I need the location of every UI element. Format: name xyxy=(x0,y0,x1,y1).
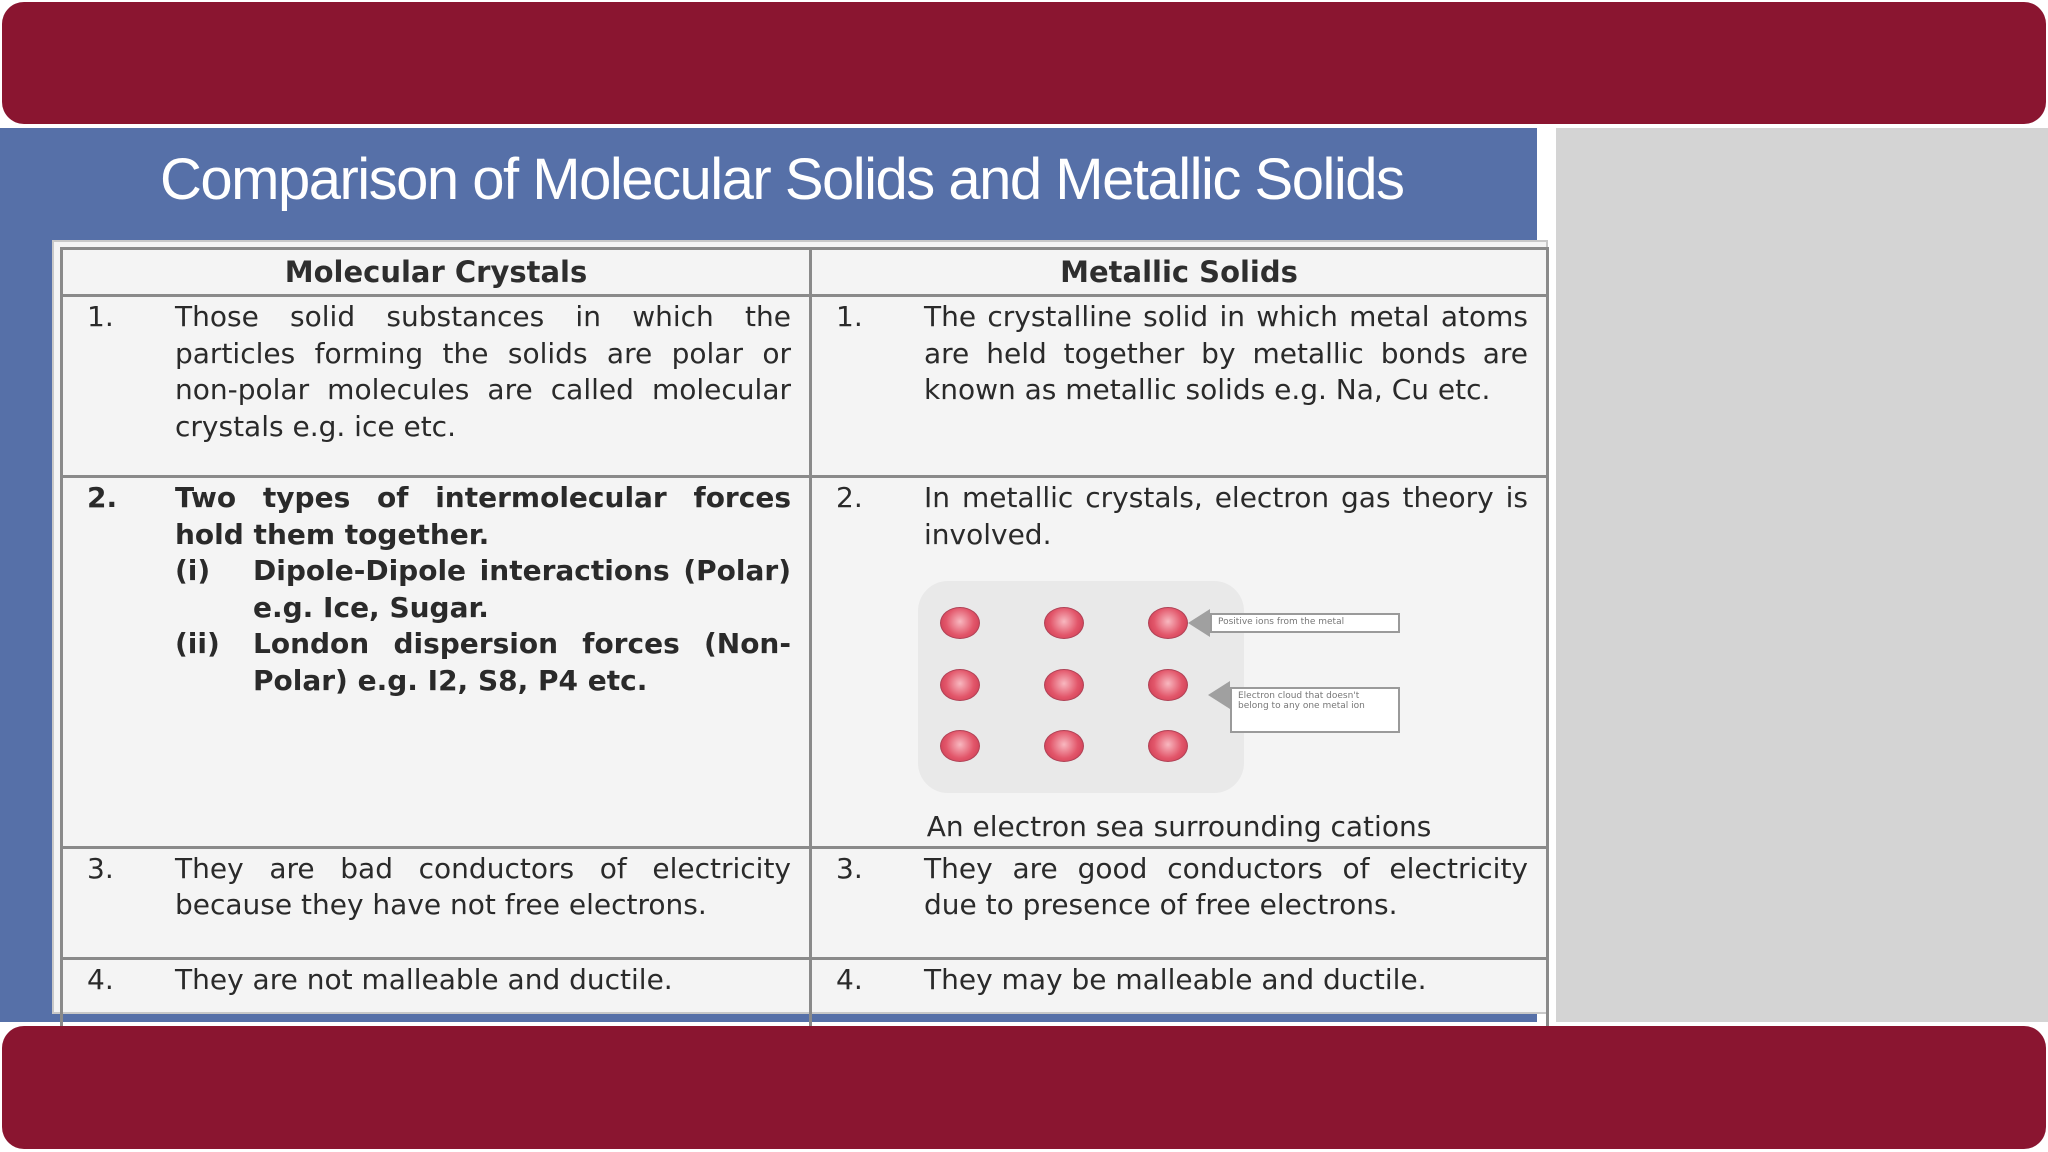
table-row xyxy=(62,847,1548,958)
table-header-row xyxy=(62,249,1548,296)
cation-icon xyxy=(1044,607,1084,639)
row-number: 2. xyxy=(836,481,863,514)
cation-icon xyxy=(1148,730,1188,762)
cation-icon xyxy=(940,669,980,701)
row-number: 1. xyxy=(87,300,114,333)
sub-item xyxy=(175,626,791,699)
table-cell xyxy=(62,296,811,477)
comparison-table-image xyxy=(52,240,1548,1014)
cation-icon xyxy=(1148,607,1188,639)
cation-icon xyxy=(940,607,980,639)
sub-item-text: Dipole-Dipole interactions (Polar) e.g. Ice, Sugar. xyxy=(253,554,791,624)
row-number: 4. xyxy=(87,962,114,996)
arrow-left-icon xyxy=(1188,609,1210,637)
side-panel xyxy=(1556,128,2048,1022)
cell-text: They are bad conductors of electricity because they have not free electrons. xyxy=(175,851,791,921)
table-cell xyxy=(811,296,1548,477)
row-number: 3. xyxy=(836,851,863,885)
table-cell xyxy=(811,477,1548,848)
electron-sea-diagram xyxy=(812,571,1546,809)
sub-item-text: London dispersion forces (Non-Polar) e.g. I2, S8, P4 etc. xyxy=(253,627,791,697)
table-cell xyxy=(62,958,811,1034)
header-metallic-solids: Metallic Solids xyxy=(811,249,1548,296)
table-cell xyxy=(811,958,1548,1034)
cell-text: They are not malleable and ductile. xyxy=(175,962,673,996)
row-number: 3. xyxy=(87,851,114,885)
row-number: 1. xyxy=(836,300,863,333)
sub-item-number: (i) xyxy=(175,554,211,587)
table-cell xyxy=(62,477,811,848)
sub-item-number: (ii) xyxy=(175,627,220,660)
comparison-table xyxy=(60,247,1549,1036)
cation-icon xyxy=(940,730,980,762)
cell-text: Those solid substances in which the particles forming the solids are polar or non-polar molecules are called molecular crystals e.g. ice etc. xyxy=(175,300,791,443)
cell-text: They are good conductors of electricity due to presence of free electrons. xyxy=(924,851,1528,921)
diagram-caption: An electron sea surrounding cations xyxy=(926,810,1432,843)
slide-title: Comparison of Molecular Solids and Metallic Solids xyxy=(160,147,1404,212)
table-row xyxy=(62,296,1548,477)
cell-content xyxy=(175,480,791,699)
table-row xyxy=(62,958,1548,1034)
diagram-label: Electron cloud that doesn't belong to any one metal ion xyxy=(1230,687,1400,733)
header-molecular-crystals: Molecular Crystals xyxy=(62,249,811,296)
cell-text: Two types of intermolecular forces hold them together. xyxy=(175,481,791,551)
cation-icon xyxy=(1044,669,1084,701)
cell-text: The crystalline solid in which metal atoms are held together by metallic bonds are known as metallic solids e.g. Na, Cu etc. xyxy=(924,300,1528,406)
cation-icon xyxy=(1148,669,1188,701)
table-row xyxy=(62,477,1548,848)
arrow-left-icon xyxy=(1208,681,1230,709)
cell-text: They may be malleable and ductile. xyxy=(924,962,1427,996)
row-number: 4. xyxy=(836,962,863,996)
table-cell xyxy=(62,847,811,958)
row-number: 2. xyxy=(87,481,118,514)
bottom-banner xyxy=(2,1026,2046,1149)
table-cell xyxy=(811,847,1548,958)
top-banner xyxy=(2,2,2046,124)
diagram-label: Positive ions from the metal xyxy=(1210,613,1400,633)
sub-item xyxy=(175,553,791,626)
cell-text: In metallic crystals, electron gas theory is involved. xyxy=(924,481,1528,551)
cation-icon xyxy=(1044,730,1084,762)
